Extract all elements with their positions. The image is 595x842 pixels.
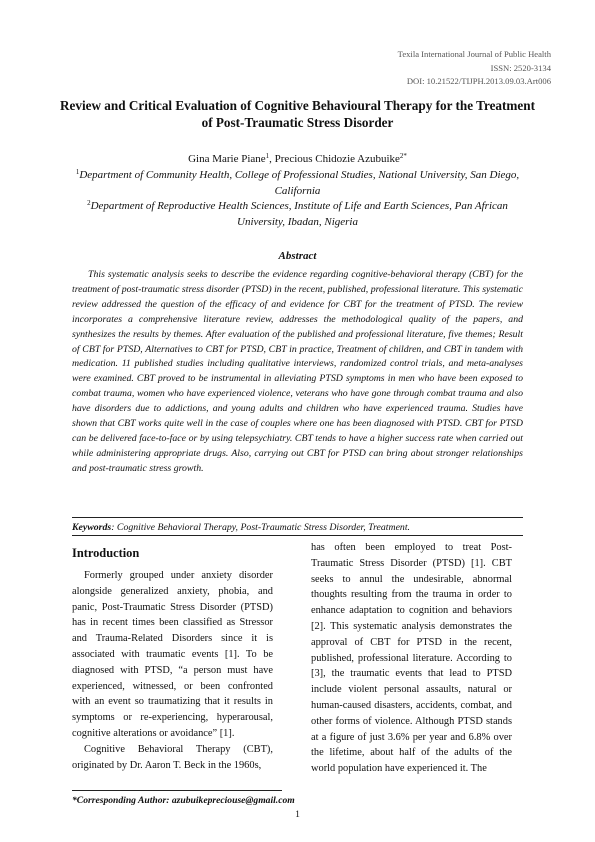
author-separator: , — [269, 153, 275, 165]
issn: ISSN: 2520-3134 — [490, 62, 551, 73]
author-2: Precious Chidozie Azubuike — [274, 153, 400, 165]
author-1-sup: 1 — [265, 152, 270, 160]
keywords-text: : Cognitive Behavioral Therapy, Post-Traumatic Stress Disorder, Treatment. — [111, 522, 410, 533]
keywords-bottom-rule — [72, 535, 523, 536]
intro-paragraph-continued: has often been employed to treat Post-Traumatic Stress Disorder (PTSD) [1]. CBT seeks to annul the undesirable, abnormal thoughts resulting from the trauma in order to enhance adaptation to cognition and behaviors [2]. This systematic analysis demonstrates the approval of CBT for PTSD in the recent, published, professional literature. According to [3], the traumatic events that lead to PTSD include violent personal assaults, natural or human-caused disasters, accidents, combat, and other forms of violence. Although PTSD stands at a figure of just 3.6% per year and 6.8% over the lifetime, about half of the adults of the world population have experienced it. The — [311, 542, 512, 775]
intro-paragraph-1: Formerly grouped under anxiety disorder alongside generalized anxiety, phobia, and panic, Post-Traumatic Stress Disorder (PTSD) has in recent times been classified as Stressor and Trauma-Related Disorders since it is associated with traumatic events [1]. To be diagnosed with PTSD, “a person must have experienced, witnessed, or been confronted with an event so traumatizing that it results in symptoms or re-experiencing, hyperarousal, cognitive alterations or avoidance” [1]. — [72, 570, 273, 739]
keywords — [72, 521, 523, 535]
journal-name: Texila International Journal of Public Health — [397, 49, 551, 59]
keywords-top-rule — [72, 517, 523, 518]
journal-header — [398, 48, 551, 89]
affiliation-2-text: Department of Reproductive Health Sciences, Institute of Life and Earth Sciences, Pan African University, Ibadan, Nigeria — [90, 200, 508, 228]
paper-title: Review and Critical Evaluation of Cognitive Behavioural Therapy for the Treatment of Post-Traumatic Stress Disorder — [60, 98, 535, 130]
affiliation-2 — [66, 199, 529, 230]
right-column — [311, 540, 512, 777]
introduction-heading: Introduction — [72, 546, 140, 560]
intro-paragraph-2: Cognitive Behavioral Therapy (CBT), originated by Dr. Aaron T. Beck in the 1960s, — [72, 743, 273, 771]
footnote-rule — [72, 790, 282, 791]
affiliation-1-text: Department of Community Health, College of Professional Studies, National University, San Diego, California — [79, 169, 520, 197]
affiliation-1-sup: 1 — [75, 168, 80, 176]
abstract-text: This systematic analysis seeks to describe the evidence regarding cognitive-behavioral therapy (CBT) for the treatment of post-traumatic stress disorder (PTSD) in the recent, published, professional literature. This systematic review addressed the question of the efficacy of and evidence for CBT for the treatment of PTSD. The review incorporates a comprehensive literature review, addresses the methodological quality of the papers, and synthesizes the results by themes. After evaluation of the published and professional literature, five themes; Result of CBT for PTSD, Alternatives to CBT for PTSD, CBT in practice, Treatment of children, and CBT in tandem with medication. 11 published studies including qualitative interviews, randomized control trials, and meta-analyses were examined. CBT proved to be instrumental in alleviating PTSD symptoms in men who have been exposed to combat trauma, women who have experienced violence, veterans who have gone through combat trauma and also have disorders due to addictions, and young adults and children who have experienced trauma. Studies have shown that CBT works quite well in the case of couples where one has been diagnosed with PTSD. CBT for PTSD can be delivered face-to-face or by using telepsychiatry. CBT tends to have a higher success rate when carried out while administering appropriate drugs. Also, carrying out CBT for PTSD can bring about stronger relationships and post-traumatic stress growth. — [72, 269, 523, 474]
affiliation-2-sup: 2 — [87, 199, 91, 207]
page-number: 1 — [295, 809, 300, 820]
authors — [56, 152, 539, 167]
doi: DOI: 10.21522/TIJPH.2013.09.03.Art006 — [406, 76, 551, 86]
corresponding-author: *Corresponding Author: azubuikepreciouse@gmail.com — [72, 795, 295, 806]
author-2-sup: 2* — [399, 152, 407, 160]
abstract-heading: Abstract — [278, 250, 317, 262]
author-1: Gina Marie Piane — [188, 153, 266, 165]
affiliation-1 — [66, 168, 529, 199]
left-column — [72, 545, 273, 773]
keywords-label: Keywords — [72, 522, 112, 533]
